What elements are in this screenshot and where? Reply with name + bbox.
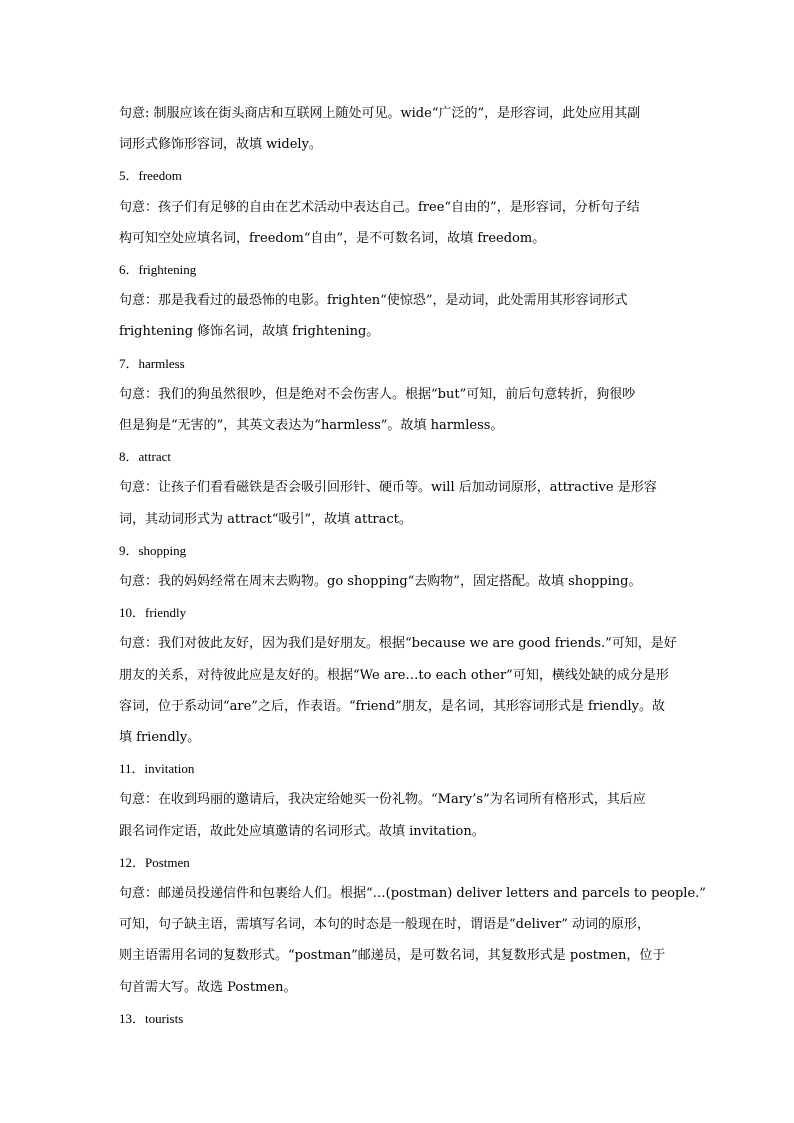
answer-heading: 13．tourists [119,1010,184,1026]
answer-heading: 10．friendly [119,605,187,621]
explanation-line: 容词，位于系动词“are”之后，作表语。“friend”朋友，是名词，其形容词形式是 friendly。故 [119,698,666,714]
answer-heading: 5．freedom [119,168,182,184]
explanation-line: 句意：邮递员投递信件和包裹给人们。根据“…(postman) deliver letters and parcels to people.” [119,886,706,902]
explanation-line: 构可知空处应填名词，freedom“自由”，是不可数名词，故填 freedom。 [119,230,546,246]
explanation-line: 可知，句子缺主语，需填写名词，本句的时态是一般现在时，谓语是“deliver” 动词的原形， [119,917,651,933]
answer-heading: 7．harmless [119,355,185,371]
explanation-line: 句意：那是我看过的最恐怖的电影。frighten“使惊恐”，是动词，此处需用其形容词形式 [119,293,628,309]
explanation-line: 则主语需用名词的复数形式。“postman”邮递员，是可数名词，其复数形式是 postmen，位于 [119,948,666,964]
answer-heading: 9．shopping [119,542,187,558]
explanation-line: 朋友的关系，对待彼此应是友好的。根据“We are…to each other”可知，横线处缺的成分是形 [119,667,669,683]
explanation-line: 句意：我们的狗虽然很吵，但是绝对不会伤害人。根据“but”可知，前后句意转折，狗很吵 [119,386,636,402]
explanation-line: 句首需大写。故选 Postmen。 [119,979,297,995]
explanation-line: frightening 修饰名词，故填 frightening。 [119,324,380,340]
explanation-line: 句意：孩子们有足够的自由在艺术活动中表达自己。free“自由的”，是形容词，分析句子结 [119,199,640,215]
explanation-line: 句意：让孩子们看看磁铁是否会吸引回形针、硬币等。will 后加动词原形，attractive 是形容 [119,480,657,496]
answer-heading: 6．frightening [119,262,197,278]
explanation-line: 词形式修饰形容词，故填 widely。 [119,137,322,153]
explanation-line: 但是狗是“无害的”，其英文表达为“harmless”。故填 harmless。 [119,418,504,434]
explanation-line: 句意：在收到玛丽的邀请后，我决定给她买一份礼物。“Mary’s”为名词所有格形式，其后应 [119,792,646,808]
explanation-line: 句意: 制服应该在街头商店和互联网上随处可见。wide“广泛的”，是形容词，此处应用其副 [119,106,641,121]
answer-heading: 8．attract [119,449,171,465]
answer-heading: 11．invitation [119,761,195,777]
explanation-line: 跟名词作定语，故此处应填邀请的名词形式。故填 invitation。 [119,823,485,839]
answer-heading: 12．Postmen [119,854,190,870]
explanation-line: 词，其动词形式为 attract“吸引”，故填 attract。 [119,511,412,527]
answer-explanations [119,98,706,1034]
explanation-line: 句意：我们对彼此友好，因为我们是好朋友。根据“because we are good friends.”可知，是好 [119,636,677,652]
explanation-line: 填 friendly。 [119,730,201,746]
explanation-line: 句意：我的妈妈经常在周末去购物。go shopping“去购物”，固定搭配。故填 shopping。 [119,574,642,590]
